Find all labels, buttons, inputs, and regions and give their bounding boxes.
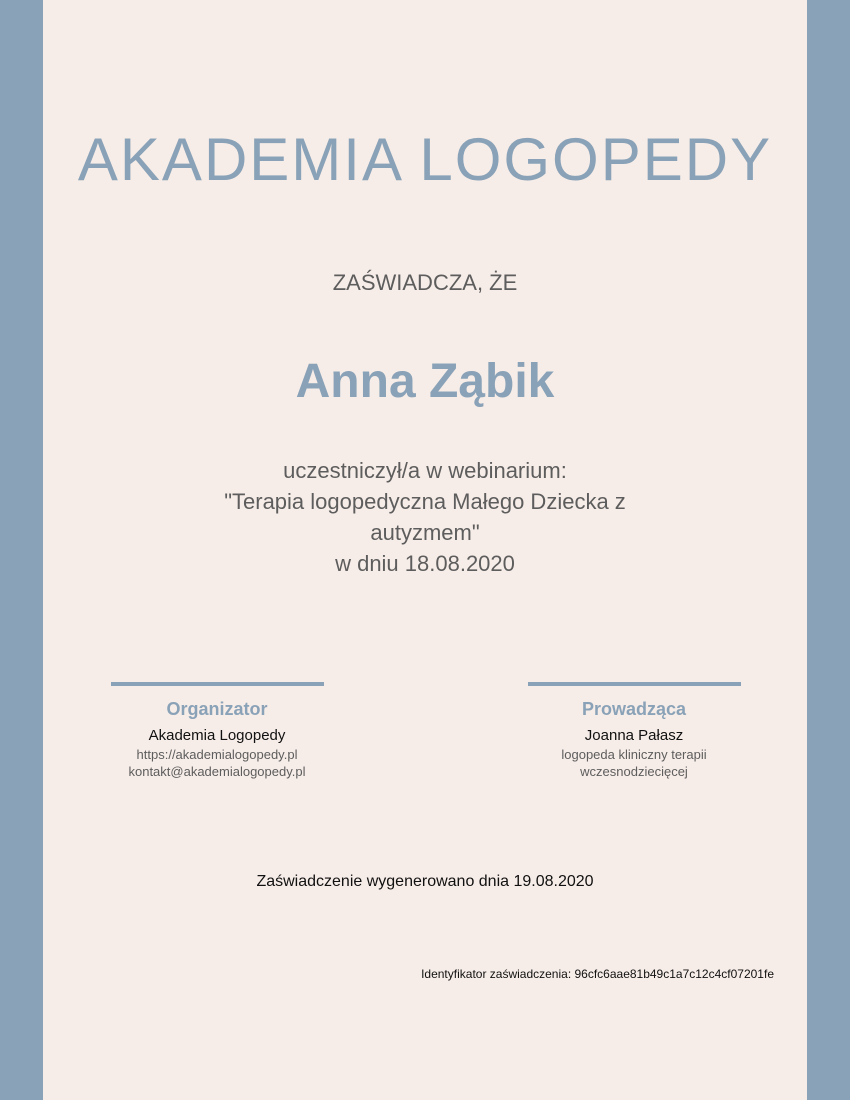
presenter-title-line-1: logopeda kliniczny terapii — [561, 747, 707, 762]
organizer-signature-line — [111, 682, 324, 686]
certificate-identifier: Identyfikator zaświadczenia: 96cfc6aae81b49c1a7c12c4cf07201fe — [421, 967, 774, 981]
certifies-text: ZAŚWIADCZA, ŻE — [332, 270, 518, 295]
organizer-email: kontakt@akademialogopedy.pl — [128, 764, 306, 779]
organizer-name: Akademia Logopedy — [148, 727, 286, 744]
presenter-name: Joanna Pałasz — [584, 727, 684, 744]
recipient-name: Anna Ząbik — [295, 355, 555, 408]
organizer-website: https://akademialogopedy.pl — [136, 747, 298, 762]
presenter-signature-block — [527, 682, 741, 780]
presenter-signature-line — [528, 682, 741, 686]
webinar-title-line-2: autyzmem" — [370, 520, 480, 545]
presenter-role: Prowadząca — [581, 699, 687, 719]
issuer-title: AKADEMIA LOGOPEDY — [77, 126, 773, 193]
participation-line: uczestniczył/a w webinarium: — [283, 458, 567, 483]
event-description — [203, 455, 647, 579]
certificate-page — [43, 0, 807, 1100]
presenter-title-line-2: wczesnodziecięcej — [580, 764, 688, 779]
event-date: w dniu 18.08.2020 — [335, 551, 515, 576]
generated-date-text: Zaświadczenie wygenerowano dnia 19.08.2020 — [256, 873, 594, 890]
webinar-title-line-1: "Terapia logopedyczna Małego Dziecka z — [224, 489, 626, 514]
organizer-signature-block — [110, 682, 324, 780]
organizer-role: Organizator — [166, 699, 268, 719]
